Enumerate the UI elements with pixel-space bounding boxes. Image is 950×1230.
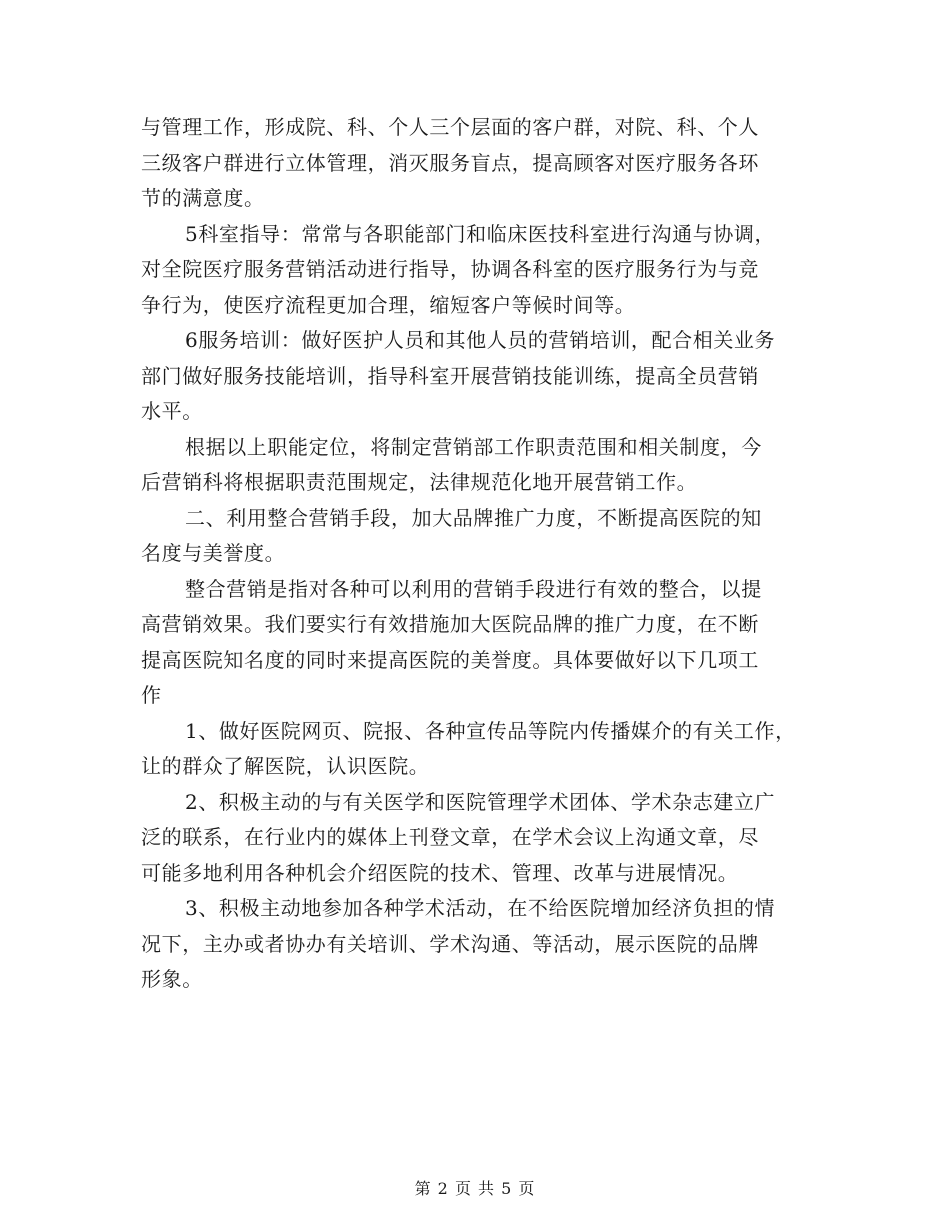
text-line: 高营销效果。我们要实行有效措施加大医院品牌的推广力度，在不断 — [141, 612, 759, 636]
text-line: 二、利用整合营销手段，加大品牌推广力度，不断提高医院的知 — [185, 505, 762, 530]
text-line: 形象。 — [141, 967, 203, 991]
paragraph — [141, 430, 841, 501]
paragraph — [141, 891, 841, 998]
document-body — [141, 110, 841, 998]
paragraph — [141, 501, 841, 572]
text-line: 让的群众了解医院，认识医院。 — [141, 754, 430, 778]
paragraph — [141, 572, 841, 714]
text-line: 三级客户群进行立体管理，消灭服务盲点，提高顾客对医疗服务各环 — [141, 150, 759, 175]
text-line: 提高医院知名度的同时来提高医院的美誉度。具体要做好以下几项工 — [141, 647, 759, 672]
paragraph — [141, 110, 841, 217]
text-line: 节的满意度。 — [141, 186, 265, 210]
paragraph — [141, 217, 841, 324]
text-line: 水平。 — [141, 399, 203, 423]
text-line: 1、做好医院网页、院报、各种宣传品等院内传播媒介的有关工作， — [185, 718, 796, 743]
text-line: 5科室指导：常常与各职能部门和临床医技科室进行沟通与协调， — [185, 221, 776, 246]
text-line: 名度与美誉度。 — [141, 541, 286, 565]
text-line: 况下，主办或者协办有关培训、学术沟通、等活动，展示医院的品牌 — [141, 931, 759, 956]
text-line: 争行为，使医疗流程更加合理，缩短客户等候时间等。 — [141, 292, 636, 317]
text-line: 后营销科将根据职责范围规定，法律规范化地开展营销工作。 — [141, 470, 698, 494]
text-line: 3、积极主动地参加各种学术活动，在不给医院增加经济负担的情 — [185, 896, 776, 920]
text-line: 2、积极主动的与有关医学和医院管理学术团体、学术杂志建立广 — [185, 789, 776, 814]
text-line: 整合营销是指对各种可以利用的营销手段进行有效的整合，以提 — [185, 576, 762, 601]
text-line: 与管理工作，形成院、科、个人三个层面的客户群，对院、科、个人 — [141, 115, 759, 139]
paragraph — [141, 323, 841, 430]
text-line: 作 — [141, 683, 162, 707]
text-line: 可能多地利用各种机会介绍医院的技术、管理、改革与进展情况。 — [141, 860, 739, 885]
paragraph — [141, 714, 841, 785]
paragraph — [141, 785, 841, 892]
text-line: 泛的联系，在行业内的媒体上刊登文章，在学术会议上沟通文章，尽 — [141, 825, 759, 849]
text-line: 对全院医疗服务营销活动进行指导，协调各科室的医疗服务行为与竞 — [141, 257, 759, 281]
page-number-footer: 第 2 页 共 5 页 — [414, 1179, 536, 1198]
text-line: 根据以上职能定位，将制定营销部工作职责范围和相关制度，今 — [185, 434, 762, 459]
text-line: 部门做好服务技能培训，指导科室开展营销技能训练，提高全员营销 — [141, 363, 759, 388]
text-line: 6服务培训：做好医护人员和其他人员的营销培训，配合相关业务 — [185, 328, 776, 352]
